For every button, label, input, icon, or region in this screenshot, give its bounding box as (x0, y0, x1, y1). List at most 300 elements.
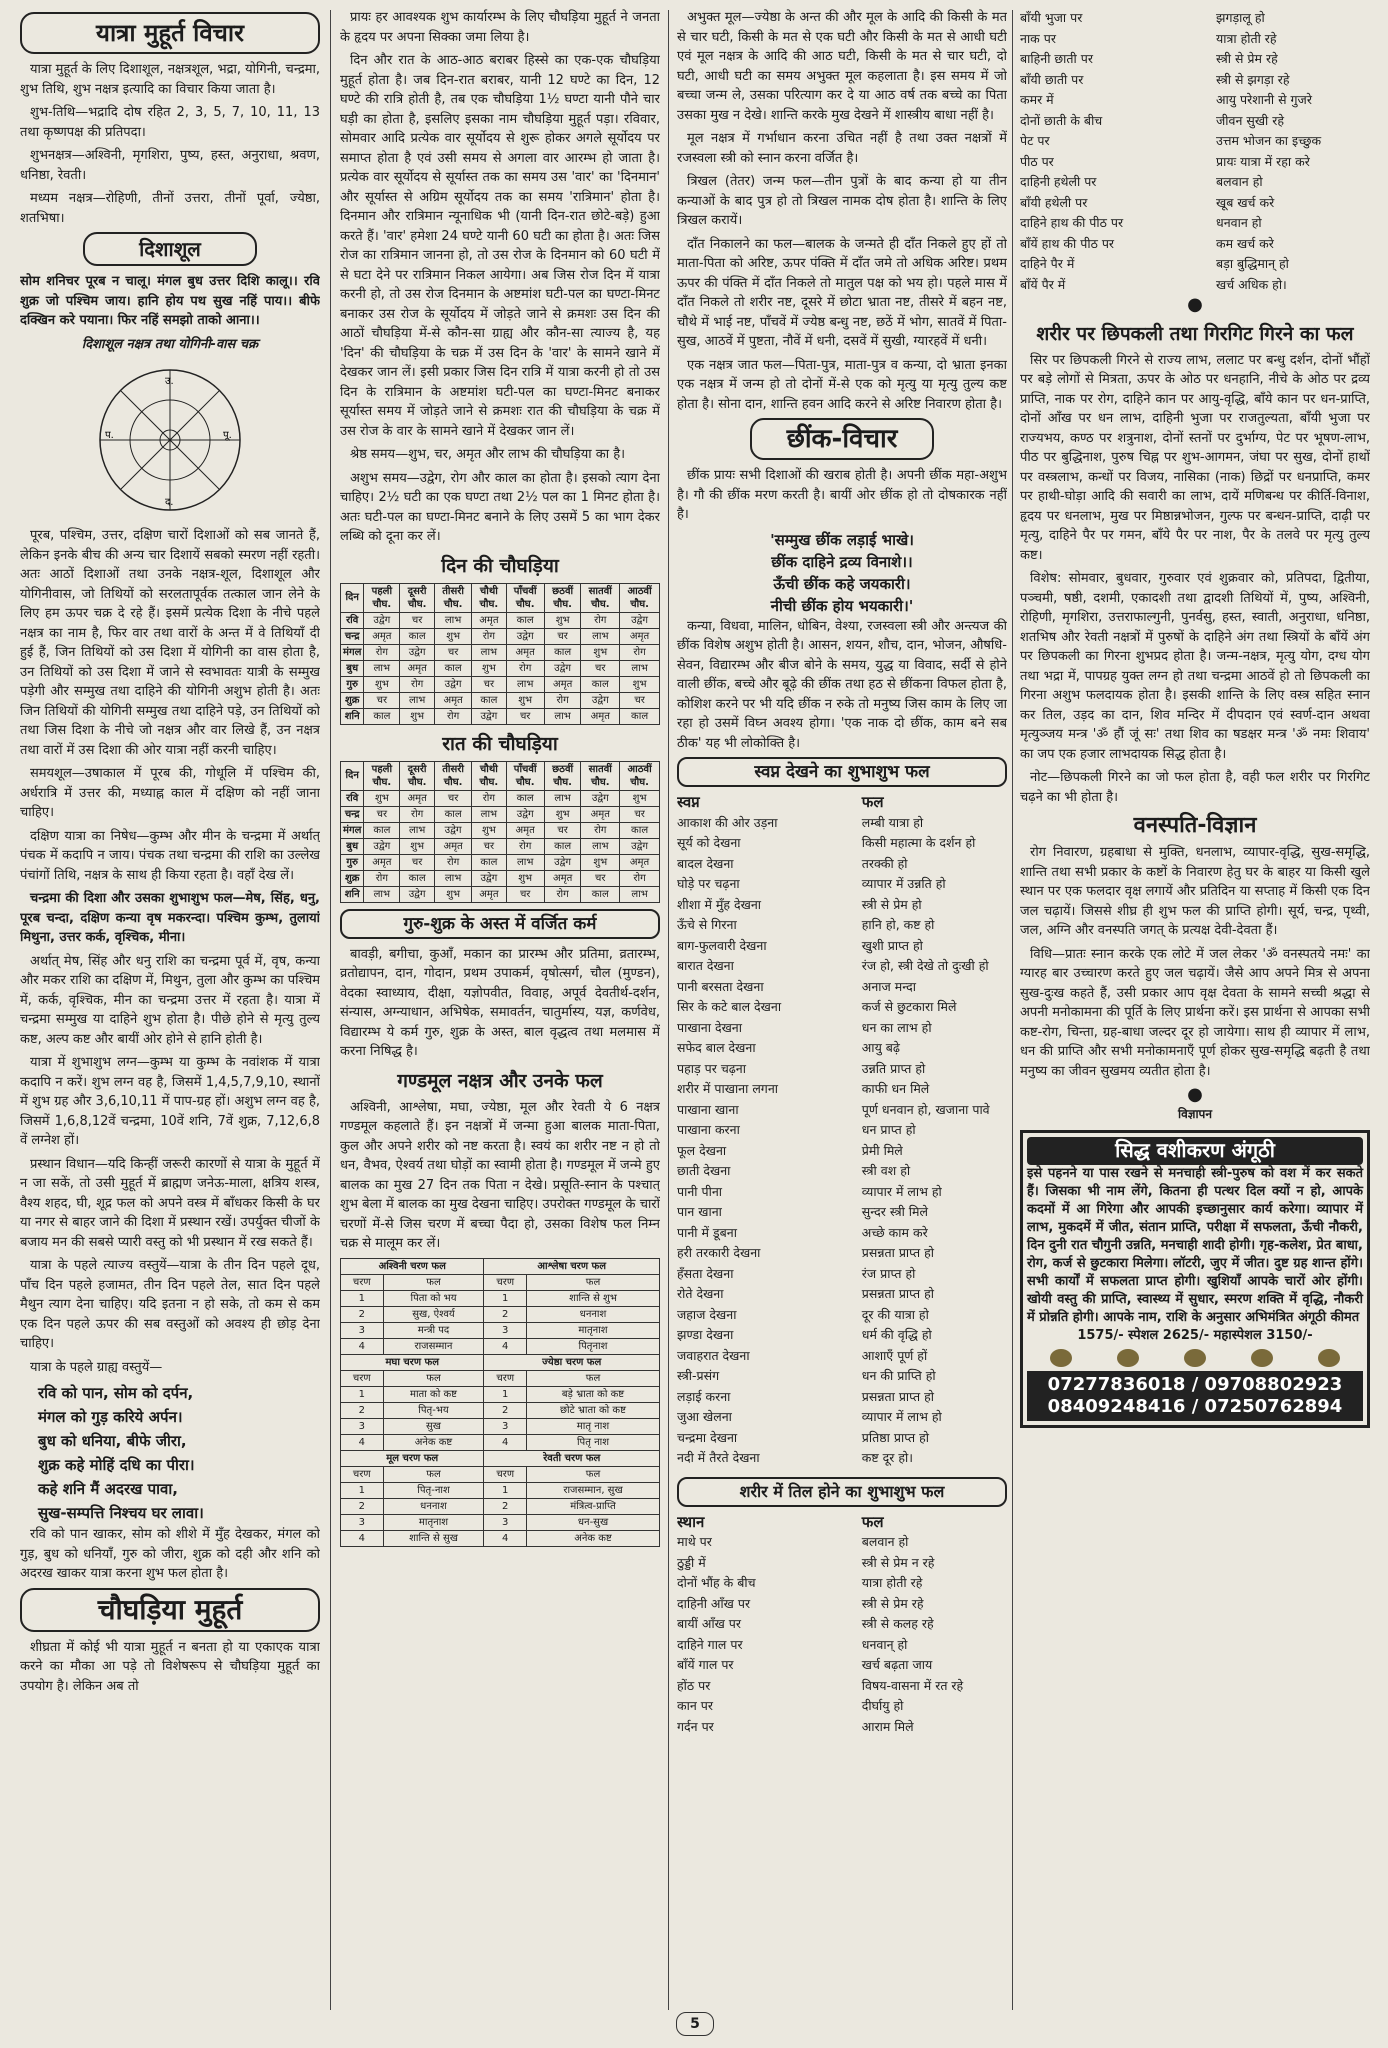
list-item (677, 1141, 1007, 1162)
vanaspati-title: वनस्पति-विज्ञान (1133, 813, 1257, 838)
item-key: बारात देखना (677, 958, 734, 973)
table-cell: धननाश (383, 1498, 484, 1514)
item-value: धन का लाभ हो (861, 1019, 932, 1035)
table-row (341, 838, 660, 854)
table-cell: 4 (484, 1434, 527, 1450)
item-key: बादल देखना (677, 855, 734, 871)
table-cell: 3 (484, 1322, 527, 1338)
til-title: शरीर में तिल होने का शुभाशुभ फल (677, 1477, 1007, 1507)
poem-line: शुक्र कहे मोहिं दधि का पीरा। (38, 1456, 195, 1474)
item-key: पेट पर (1020, 133, 1050, 148)
chheenk-verse (677, 529, 1007, 617)
table-cell: गुरु (341, 854, 364, 870)
item-key: दाहिने गाल पर (677, 1636, 743, 1652)
item-key: दाहिनी हथेली पर (1020, 174, 1097, 189)
shubh-tithi: शुभ-तिथि—भद्रादि दोष रहित 2, 3, 5, 7, 10, 11, 13 तथा कृष्णपक्ष की प्रतिपदा। (20, 105, 320, 140)
table-cell: चर (544, 628, 581, 644)
item-value: लम्बी यात्रा हो (861, 814, 924, 830)
table-cell: शुभ (620, 676, 660, 692)
table-row (341, 1386, 660, 1402)
list-item (677, 1018, 1007, 1039)
table-cell: शुभ (620, 790, 660, 806)
item-value: रंज प्राप्त हो (861, 1265, 916, 1281)
madhyam-nakshatra: मध्यम नक्षत्र—रोहिणी, तीनों उत्तरा, तीनों पूर्वा, ज्येष्ठा, शतभिषा। (20, 191, 320, 226)
table-row (341, 1530, 660, 1546)
chaughadiya-method: दिन और रात के आठ-आठ बराबर हिस्से का एक-एक चौघड़िया मुहूर्त होता है। जब दिन-रात बराबर, यानी 12 घण्टे का दिन, 12 घण्टे की रात्रि होती है, तब एक चौघड़िया 1½ घण्टा यानी पौने चार घड़ी का होता है, इसलिए इसका नाम चौघड़िया मुहूर्त पड़ा। रविवार, सोमवार आदि प्रत्येक वार सूर्योदय से शुरू होकर अगले सूर्योदय पर समाप्त होता है एवं उसी समय से अगला वार आरम्भ हो जाता है। प्रत्येक वार सूर्योदय से सूर्यास्त तक का समय उस 'वार' का 'दिनमान' और सूर्यास्त से अग्रिम सूर्योदय तक का समय 'रात्रिमान' होता है। दिनमान और रात्रिमान न्यूनाधिक भी (यानी दिन-रात छोटे-बड़े) हुआ करते हैं। 'वार' हमेशा 24 घण्टे यानी 60 घटी का होता है। अतः जिस रोज का रात्रिमान जानना हो, तो उस रोज के दिनमान को 60 घटी में से घटा देने पर रात्रिमान निकल आयेगा। अब जिस रोज दिन में यात्रा करनी हो, तो उस रोज दिनमान के अष्टमांश घटी-पल का घण्टा-मिनट बनाकर उस रोज के सूर्योदय में जोड़ते जाने से क्रमशः उस दिन की आठों चौघड़िया में-से कौन-सा ग्राह्य और कौन-सा त्याज्य है, यह 'दिन' की चौघड़िया के चक्र में उस दिन के 'वार' के सामने खाने में देखकर जान लें। इसी प्रकार जिस दिन रात्रि में यात्रा करनी हो तो उस दिन के रात्रिमान के अष्टमांश घटी-पल का घण्टा-मिनट बनाकर सूर्यास्त समय में जोड़ते जाने से क्रमशः रात की चौघड़िया के चक्र में उस रोज के वार के सामने खाने में देखकर जान लें। (340, 53, 660, 439)
list-item (677, 1553, 1007, 1574)
item-key: माथे पर (677, 1534, 712, 1549)
list-item (677, 1202, 1007, 1223)
list-item (677, 854, 1007, 875)
list-item (677, 833, 1007, 854)
wheel-caption: दिशाशूल नक्षत्र तथा योगिनी-वास चक्र (81, 336, 259, 352)
column-1 (20, 8, 320, 2013)
col-header: फल (861, 1512, 884, 1531)
wheel-dir-west: प. (105, 430, 114, 441)
table-cell: 2 (341, 1306, 384, 1322)
table-cell: 1 (484, 1386, 527, 1402)
table-cell: अमृत (620, 628, 660, 644)
lizard-title: शरीर पर छिपकली तथा गिरगिट गिरने का फल (1036, 322, 1354, 345)
table-row (341, 854, 660, 870)
table-cell: मातृनाश (383, 1514, 484, 1530)
table-cell: उद्वेग (581, 790, 620, 806)
list-item (1020, 70, 1370, 91)
item-key: कान पर (677, 1698, 713, 1713)
item-key: बाँयें गाल पर (677, 1657, 734, 1672)
item-key: दाहिनी आँख पर (677, 1595, 751, 1611)
gem-image (1318, 1349, 1340, 1367)
abhukt-mool: अभुक्त मूल—ज्येष्ठा के अन्त की और मूल के आदि की किसी के मत से चार घटी, किसी के मत से एक घटी और किसी के मत से आधी घटी एवं मूल नक्षत्र के आदि की आठ घटी, किसी के मत से चार घटी, दो घटी, आधी घटी का समय अभुक्त मूल कहलाता है। इस समय में जो बच्चा जन्म ले, उसका परित्याग कर दे या आठ वर्ष तक बच्चे का पिता उसका मुख न देखे। शान्ति करके मुख देखने में शास्त्रीय बाधा नहीं है। (677, 10, 1007, 123)
list-item (677, 956, 1007, 977)
table-cell: रोग (620, 870, 660, 886)
item-key: जहाज देखना (677, 1306, 737, 1322)
item-key: पानी में डूबना (677, 1224, 737, 1240)
verse-line: 'सम्मुख छींक लड़ाई भाखे। (770, 530, 914, 549)
item-value: कम खर्च करे (1216, 235, 1274, 251)
table-cell: लाभ (581, 628, 620, 644)
table-cell: चर (400, 854, 435, 870)
phone-numbers: 07277836018 / 09708802923 (1047, 1373, 1343, 1395)
item-key: हँसता देखना (677, 1265, 734, 1281)
table-cell: उद्वेग (434, 822, 471, 838)
table-cell: शान्ति से सुख (383, 1530, 484, 1546)
item-key: लड़ाई करना (677, 1388, 731, 1404)
table-row (341, 628, 660, 644)
poem-line: कहे शनि मैं अदरख पावा, (38, 1480, 178, 1498)
table-cell: चर (434, 790, 471, 806)
list-item (1020, 29, 1370, 50)
item-key: छाती देखना (677, 1163, 731, 1178)
table-cell: रोग (506, 660, 544, 676)
chheenk-intro: छींक प्रायः सभी दिशाओं की खराब होती है। अपनी छींक महा-अशुभ है। गौ की छींक मरण करती है। बायीं ओर छींक हो तो दोषकारक नहीं है। (677, 468, 1007, 522)
list-item (677, 1038, 1007, 1059)
table-row (341, 1514, 660, 1530)
table-cell: अमृत (434, 838, 471, 854)
table-cell: चरण (484, 1274, 527, 1290)
table-cell: शुभ (544, 612, 581, 628)
table-cell: अमृत (472, 886, 506, 902)
table-cell: अमृत (620, 854, 660, 870)
ad-title: सिद्ध वशीकरण अंगूठी (1027, 1137, 1363, 1165)
table-cell: शुक्र (341, 870, 364, 886)
item-key: ऊँचे से गिरना (677, 917, 737, 932)
item-value: जीवन सुखी रहे (1216, 112, 1285, 128)
table-cell: 1 (341, 1386, 384, 1402)
table-cell: फल (527, 1466, 660, 1482)
table-cell: चर (506, 886, 544, 902)
table-cell: चर (620, 692, 660, 708)
day-chaughadiya-title: दिन की चौघड़िया (441, 554, 559, 577)
item-key: सिर के कटे बाल देखना (677, 999, 782, 1014)
table-cell: 3 (484, 1418, 527, 1434)
shubh-lagna: यात्रा में शुभाशुभ लग्न—कुम्भ या कुम्भ के नवांशक में यात्रा कदापि न करें। शुभ लग्न वह है, जिसमें 1,4,5,7,9,10, स्थानों में शुभ ग्रह और 3,6,10,11 में पाप-ग्रह हों। अशुभ लग्न वह है, जिसमें 1,6,8,12वें चन्द्रमा, 10वें शनि, 7वें शुक्र, 7,12,6,8 वें लग्नेश हों। (20, 1055, 320, 1148)
swapna-title: स्वप्न देखने का शुभाशुभ फल (677, 757, 1007, 787)
item-key: चन्द्रमा देखना (677, 1429, 738, 1445)
col-header: स्थान (677, 1512, 705, 1531)
verse-line: छींक दाहिने द्रव्य विनाशे।। (771, 552, 913, 571)
table-cell: काल (400, 628, 435, 644)
item-key: बाँयी हथेली पर (1020, 194, 1088, 210)
dishashool-wheel-diagram (85, 360, 255, 520)
table-header: तीसरी चौघ. (434, 583, 471, 612)
item-key: पाखाना करना (677, 1122, 740, 1137)
table-cell: अमृत (581, 708, 620, 724)
page-number: 5 (676, 2012, 714, 2036)
swapna-header (677, 793, 1007, 813)
item-key: कमर में (1020, 92, 1054, 107)
table-cell: लाभ (364, 886, 400, 902)
table-cell: 1 (484, 1482, 527, 1498)
table-cell: अमृत (544, 676, 581, 692)
item-value: आशाएँ पूर्ण हों (861, 1347, 928, 1363)
table-cell: चर (364, 806, 400, 822)
table-header: तीसरी चौघ. (434, 761, 471, 790)
phone-numbers: 08409248416 / 07250762894 (1047, 1395, 1343, 1417)
poem-line: मंगल को गुड़ करिये अर्पन। (38, 1408, 183, 1426)
bullet: ● (1187, 1084, 1203, 1105)
table-cell: 4 (484, 1530, 527, 1546)
item-key: बायीं आँख पर (677, 1616, 742, 1631)
shubh-nakshatra: शुभनक्षत्र—अश्विनी, मृगशिरा, पुष्य, हस्त, अनुराधा, श्रवण, धनिष्ठा, रेवती। (20, 148, 320, 183)
table-cell: चर (581, 660, 620, 676)
item-key: बाँयी भुजा पर (1020, 10, 1083, 25)
list-item (677, 936, 1007, 957)
advertisement (1020, 1130, 1370, 1428)
table-cell: शनि (341, 708, 364, 724)
list-item (677, 1182, 1007, 1203)
table-cell: पितृनाश (527, 1338, 660, 1354)
item-value: हानि हो, कष्ट हो (861, 917, 935, 932)
item-value: दीर्घायु हो (861, 1698, 904, 1713)
table-row (341, 708, 660, 724)
day-items-poem (20, 1381, 320, 1525)
table-cell: लाभ (620, 886, 660, 902)
table-cell: अमृत (434, 692, 471, 708)
list-item (1020, 49, 1370, 70)
column-4 (1020, 8, 1370, 2013)
dishashool-verse: सोम शनिचर पूरब न चालू। मंगल बुध उत्तर दिशि कालू।। रवि शुक्र जो पश्चिम जाय। हानि होय पथ सुख नहिं पाय।। बीफे दक्खिन करे पयाना। फिर नहिं समझो ताको आना।। (20, 274, 320, 328)
list-item (677, 1428, 1007, 1449)
item-key: गर्दन पर (677, 1718, 714, 1734)
table-cell: राजसम्मान (383, 1338, 484, 1354)
list-item (1020, 152, 1370, 173)
table-cell: शुभ (581, 644, 620, 660)
item-key: दोनों भौंह के बीच (677, 1575, 756, 1590)
table-cell: शुभ (434, 886, 471, 902)
table-cell: अनेक कष्ट (527, 1530, 660, 1546)
column-divider (330, 10, 331, 2010)
table-cell: लाभ (581, 838, 620, 854)
list-item (677, 874, 1007, 895)
table-row (341, 612, 660, 628)
list-item (677, 1573, 1007, 1594)
ad-price: 1575/- स्पेशल 2625/- महास्पेशल 3150/- (1077, 1327, 1313, 1343)
column-divider (668, 10, 669, 2010)
table-cell: शुभ (364, 790, 400, 806)
table-cell: रोग (472, 628, 506, 644)
list-item (677, 895, 1007, 916)
item-value: अच्छे काम करे (861, 1224, 928, 1240)
wheel-dir-south: द. (165, 497, 174, 508)
table-cell: उद्वेग (506, 628, 544, 644)
grahya-vastu: यात्रा के पहले ग्राह्य वस्तुयें— (30, 1359, 163, 1375)
item-key: आकाश की ओर उड़ना (677, 814, 778, 830)
table-cell: लाभ (506, 854, 544, 870)
table-row (341, 692, 660, 708)
item-key: पानी पीना (677, 1183, 722, 1199)
table-cell: रवि (341, 612, 364, 628)
table-row (341, 1418, 660, 1434)
table-cell: लाभ (506, 676, 544, 692)
item-key: बाग-फुलवारी देखना (677, 937, 767, 953)
table-cell: शुभ (472, 822, 506, 838)
item-key: रोते देखना (677, 1286, 724, 1301)
list-item (677, 1161, 1007, 1182)
item-value: स्त्री से झगड़ा रहे (1216, 71, 1290, 87)
item-key: सूर्य को देखना (677, 835, 741, 850)
table-row (341, 1354, 660, 1370)
table-cell: काल (506, 790, 544, 806)
item-value: प्रेमी मिले (861, 1142, 903, 1158)
table-cell: फल (527, 1274, 660, 1290)
item-key: बाँयें पैर में (1020, 276, 1066, 292)
item-value: प्रायः यात्रा में रहा करे (1216, 153, 1310, 169)
item-value: खुशी प्राप्त हो (861, 937, 923, 953)
table-header: दूसरी चौघ. (400, 583, 435, 612)
item-value: कष्ट दूर हो। (861, 1450, 914, 1465)
list-item (677, 1243, 1007, 1264)
item-value: खूब खर्च करे (1216, 194, 1275, 210)
table-row (341, 1306, 660, 1322)
table-cell: रोग (544, 692, 581, 708)
table-cell: लाभ (544, 708, 581, 724)
table-cell: चरण (341, 1466, 384, 1482)
lizard-text: सिर पर छिपकली गिरने से राज्य लाभ, ललाट पर बन्धु दर्शन, दोनों भौंहों पर बड़े लोगों से मित्रता, ऊपर के ओठ पर धनहानि, नीचे के ओठ पर द्रव्य प्राप्ति, नाक पर रोग, दाहिने कान पर आयु-वृद्धि, बाँये कान पर धन-प्राप्ति, दोनों आँख पर धन लाभ, दाहिनी भुजा पर राजतुल्यता, बाँयी भुजा पर राज्यभय, कण्ठ पर शत्रुनाश, दोनों स्तनों पर दुर्भाग्य, पेट पर भूषण-लाभ, पीठ पर बुद्धिनाश, पुरुष चिह्न पर शुभ-आगमन, जंघा पर सुख, दोनों हाथों पर वस्त्रलाभ, कन्धों पर विजय, नासिका (नाक) छिद्रों पर धनप्राप्ति, कमर पर हाथी-घोड़ा आदि की सवारी का लाभ, दायें मणिबन्ध पर कीर्ति-विनाश, हृदय पर धनलाभ, मुख पर मिष्ठान्नभोजन, गुल्फ पर बन्धन-प्राप्ति, दाढ़ी पर मृत्यु, दाहिने पैर पर गमन, बाँये पैर पर नाश, पैर के तलवे पर मृत्यु तुल्य कष्ट। (1020, 352, 1370, 563)
table-cell: सुख (383, 1418, 484, 1434)
table-cell: चर (364, 692, 400, 708)
item-value: स्त्री से प्रेम रहे (1216, 51, 1278, 66)
list-item (677, 1120, 1007, 1141)
list-item (1020, 172, 1370, 193)
poem-line: सुख-सम्पत्ति निश्चय घर लावा। (38, 1504, 204, 1522)
table-cell: लाभ (544, 790, 581, 806)
table-cell: फल (527, 1370, 660, 1386)
item-value: धन की प्राप्ति हो (861, 1368, 936, 1383)
night-chaughadiya-table (340, 761, 660, 903)
table-header: आश्लेषा चरण फल (484, 1258, 660, 1274)
item-value: उन्नति प्राप्त हो (861, 1060, 926, 1076)
column-divider (1012, 10, 1013, 2010)
item-value: स्त्री से प्रेम न रहे (861, 1554, 935, 1570)
table-cell: 3 (341, 1322, 384, 1338)
table-cell: 4 (484, 1338, 527, 1354)
item-value: आयु बढ़े (861, 1040, 900, 1055)
list-item (1020, 131, 1370, 152)
item-value: बलवान हो (1216, 174, 1263, 189)
item-value: तरक्की हो (861, 855, 908, 871)
table-cell: उद्वेग (434, 676, 471, 692)
table-row (341, 1370, 660, 1386)
list-item (1020, 213, 1370, 234)
table-header: पहली चौघ. (364, 583, 400, 612)
table-row (341, 1434, 660, 1450)
verse-line: ऊँची छींक कहे जयकारी। (773, 574, 911, 593)
table-header: मूल चरण फल (341, 1450, 484, 1466)
table-cell: रोग (434, 854, 471, 870)
item-key: झण्डा देखना (677, 1327, 734, 1342)
table-cell: शुभ (434, 628, 471, 644)
table-cell: चरण (341, 1274, 384, 1290)
table-cell: 1 (341, 1482, 384, 1498)
poem-line: रवि को पान, सोम को दर्पन, (38, 1384, 194, 1402)
table-cell: छोटे भ्राता को कष्ट (527, 1402, 660, 1418)
table-cell: 2 (484, 1402, 527, 1418)
table-cell: रोग (544, 886, 581, 902)
table-cell: शनि (341, 886, 364, 902)
gem-image (1117, 1349, 1139, 1367)
table-cell: 2 (484, 1306, 527, 1322)
gurushukra-text: बावड़ी, बगीचा, कुआँ, मकान का प्रारम्भ और प्रतिमा, व्रतारम्भ, व्रतोद्यापन, दान, गोदान, प्रथम उपाकर्म, वृषोत्सर्ग, चौल (मुण्डन), वेदका स्वाध्याय, दीक्षा, यज्ञोपवीत, विवाह, अपूर्व देवतीर्थ-दर्शन, संन्यास, अग्न्याधान, अभिषेक, समावर्तन, चातुर्मास्य, यज्ञ, कर्णवेध, विद्यारम्भ ये कर्म गुरु, शुक्र के अस्त, बाल वृद्धत्व तथा मलमास में करना निषिद्ध है। (340, 946, 660, 1059)
chandrama-disha: चन्द्रमा की दिशा और उसका शुभाशुभ फल—मेष, सिंह, धनु, पूरब चन्दा, दक्षिण कन्या वृष मकरन्दा। पश्चिम कुम्भ, तुलायां मिथुना, उत्तर कर्क, वृश्चिक, मीना। (20, 891, 320, 945)
item-value: बड़ा बुद्धिमान् हो (1216, 256, 1289, 271)
table-cell: अमृत (400, 660, 435, 676)
day-chaughadiya-table (340, 583, 660, 725)
verse-line: नीची छींक होय भयकारी।' (770, 596, 914, 615)
gem-image (1251, 1349, 1273, 1367)
item-value: झगड़ालू हो (1216, 10, 1265, 25)
item-value: स्त्री से प्रेम रहे (861, 1595, 924, 1611)
table-header: चौथी चौघ. (472, 583, 506, 612)
item-key: बाहिनी छाती पर (1020, 51, 1093, 66)
item-value: उत्तम भोजन का इच्छुक (1216, 133, 1322, 148)
lizard-vishesh: विशेष: सोमवार, बुधवार, गुरुवार एवं शुक्रवार को, प्रतिपदा, द्वितीया, पञ्चमी, षष्ठी, दशमी, एकादशी तथा द्वादशी तिथियों में, पुष्य, अश्विनी, रोहिणी, मृगशिरा, उत्तराफाल्गुनी, पुनर्वसु, हस्त, स्वाती, अनुराधा, धनिष्ठा, शतभिष और रेवती नक्षत्रों में पुरुषों के दाहिने अंग तथा स्त्रियों के बाँयें अंग पर छिपकली का गिरना शुभप्रद होता है। जन्म-नक्षत्र, मृत्यु योग, दग्ध योग तथा भद्रा में, पापग्रह युक्त लग्न हो तथा चन्द्रमा आठवें हो तो छिपकली का गिरना अशुभ फलदायक होता है। इसकी शान्ति के लिए वस्त्र सहित स्नान कर तिल, उड़द का दान, शिव मन्दिर में दीपदान एवं स्वर्ण-दान अथवा मृत्युञ्जय मन्त्र 'ॐ हौं जूं सः' तथा शिव का षडक्षर मन्त्र 'ॐ नमः शिवाय' का जप एक हजार लाभदायक सिद्ध होता है। (1020, 571, 1370, 762)
table-cell: शुभ (506, 692, 544, 708)
list-item (677, 1100, 1007, 1121)
table-header: चौथी चौघ. (472, 761, 506, 790)
table-cell: उद्वेग (472, 870, 506, 886)
item-key: जुआ खेलना (677, 1409, 732, 1424)
chaughadiya-cont: प्रायः हर आवश्यक शुभ कार्यारम्भ के लिए चौघड़िया मुहूर्त ने जनता के हृदय पर अपना सिक्का जमा लिया है। (340, 10, 660, 45)
table-row (341, 1402, 660, 1418)
item-key: पाखाना देखना (677, 1019, 742, 1035)
item-key: होंठ पर (677, 1677, 711, 1693)
table-cell: रोग (472, 790, 506, 806)
list-item (1020, 193, 1370, 214)
samayshool: समयशूल—उषाकाल में पूरब की, गोधूलि में पश्चिम की, अर्धरात्रि में उत्तर की, मध्याह्न काल में दक्षिण को नहीं जाना चाहिए। (20, 766, 320, 820)
col-header: स्वप्न (677, 793, 700, 811)
item-key: घोड़े पर चढ़ना (677, 876, 740, 891)
table-cell: लाभ (434, 612, 471, 628)
table-row (341, 1466, 660, 1482)
list-item (677, 1079, 1007, 1100)
item-value: किसी महात्मा के दर्शन हो (861, 835, 976, 850)
table-cell: रोग (400, 676, 435, 692)
table-header: छठवीं चौघ. (544, 583, 581, 612)
table-cell: काल (544, 644, 581, 660)
item-value: सुन्दर स्त्री मिले (861, 1204, 928, 1219)
table-cell: पितृ नाश (527, 1434, 660, 1450)
table-cell: बुध (341, 838, 364, 854)
table-cell: मातृ नाश (527, 1418, 660, 1434)
table-cell: बड़े भ्राता को कष्ट (527, 1386, 660, 1402)
list-item (677, 1655, 1007, 1676)
ad-label: विज्ञापन (1177, 1106, 1213, 1121)
item-value: काफी धन मिले (861, 1081, 930, 1096)
table-cell: चन्द्र (341, 628, 364, 644)
item-value: धनवान् हो (861, 1636, 908, 1652)
item-value: खर्च अधिक हो। (1216, 276, 1287, 292)
list-item (677, 1059, 1007, 1080)
item-key: फूल देखना (677, 1142, 727, 1158)
table-cell: धननाश (527, 1306, 660, 1322)
table-cell: मंगल (341, 822, 364, 838)
table-cell: उद्वेग (620, 612, 660, 628)
list-item (677, 1532, 1007, 1553)
list-item (677, 1448, 1007, 1469)
table-cell: उद्वेग (544, 854, 581, 870)
item-key: दोनों छाती के बीच (1020, 112, 1103, 128)
table-cell: रोग (364, 870, 400, 886)
item-key: जवाहरात देखना (677, 1347, 750, 1363)
table-cell: पिता को भय (383, 1290, 484, 1306)
table-cell: चर (472, 838, 506, 854)
item-key: स्त्री-प्रसंग (677, 1368, 720, 1383)
ashubh-samay: अशुभ समय—उद्वेग, रोग और काल का होता है। इसको त्याग देना चाहिए। 2½ घटी का एक घण्टा तथा 2½ पल का 1 मिनट होता है। अतः घटी-पल का घण्टा-मिनट बनाने के लिए उसमें 5 का भाग देकर लब्धि को दूना कर लें। (340, 470, 660, 544)
table-cell: राजसम्मान, सुख (527, 1482, 660, 1498)
list-item (677, 997, 1007, 1018)
table-cell: अमृत (544, 870, 581, 886)
table-cell: फल (383, 1370, 484, 1386)
table-cell: उद्वेग (400, 886, 435, 902)
item-value: प्रसन्नता प्राप्त हो (861, 1286, 934, 1301)
list-item (677, 1305, 1007, 1326)
table-cell: शान्ति से शुभ (527, 1290, 660, 1306)
table-cell: मंत्रित्व-प्राप्ति (527, 1498, 660, 1514)
table-cell: अमृत (400, 790, 435, 806)
item-key: बाँयें हाथ की पीठ पर (1020, 235, 1115, 251)
col-header: फल (861, 793, 884, 811)
gandmool-text: अश्विनी, आश्लेषा, मघा, ज्येष्ठा, मूल और रेवती ये 6 नक्षत्र गण्डमूल कहलाते हैं। इन नक्षत्रों में जन्मा हुआ बालक माता-पिता, कुल और अपने शरीर को नष्ट करता है। स्वयं का शरीर नष्ट न हो तो धन, वैभव, ऐश्वर्य तथा घोड़ों का स्वामी होता है। गण्डमूल में जन्मे हुए बालक का मुख 27 दिन तक पिता न देखे। प्रसूति-स्नान के पश्चात् शुभ बेला में बालक का मुख देखना चाहिए। उपरोक्त गण्डमूल के चारों चरणों में-से जिस चरण में बच्चा पैदा हो, उसका विशेष फल निम्न चक्र से मालूम कर लें। (340, 1099, 660, 1251)
item-value: धनवान हो (1216, 215, 1262, 230)
table-cell: लाभ (620, 660, 660, 676)
vanaspati-vidhi: विधि—प्रातः स्नान करके एक लोटे में जल लेकर 'ॐ वनस्पतये नमः' का ग्यारह बार उच्चारण करते हुए जल चढ़ायें। जैसे आप अपने मित्र से अपना सुख-दुःख कहते हैं, उसी प्रकार आप वृक्ष देवता के सामने सच्ची श्रद्धा से अपनी मनोकामना की पूर्ति के लिए प्रार्थना करें। इस प्रार्थना से आपका सभी कष्ट-रोग, चिन्ता, ग्रह-बाधा जल्दर दूर हो जायेगा। साथ ही व्यापार में लाभ, धन की प्राप्ति और सभी मनोकामनाएँ पूर्ण होकर सुख-समृद्धि बढ़ती है तथा मनुष्य का जीवन सुखमय व्यतीत होता है। (1020, 946, 1370, 1079)
table-cell: अमृत (581, 806, 620, 822)
daant-phal: दाँत निकालने का फल—बालक के जन्मते ही दाँत निकले हुए हों तो माता-पिता को अरिष्ट, ऊपर पंक्ति में दाँत जमे तो अधिक अरिष्ट। प्रथम ऊपर की पंक्ति में दाँत निकले तो मातुल पक्ष को भय हो। पहले मास में दाँत निकले तो शरीर नष्ट, दूसरे में छोटा भ्राता नष्ट, तीसरे में बहन नष्ट, चौथे में भाई नष्ट, पाँचवें में ज्येष्ठ बन्धु नष्ट, छठें में भोग, सातवें में पिता-सुख, आठवें में पुष्टता, नौवें में धनी, दसवें में सुखी, ग्यारहवें में धनी। (677, 236, 1007, 349)
table-cell: उद्वेग (364, 612, 400, 628)
table-cell: लाभ (400, 692, 435, 708)
table-cell: काल (506, 612, 544, 628)
